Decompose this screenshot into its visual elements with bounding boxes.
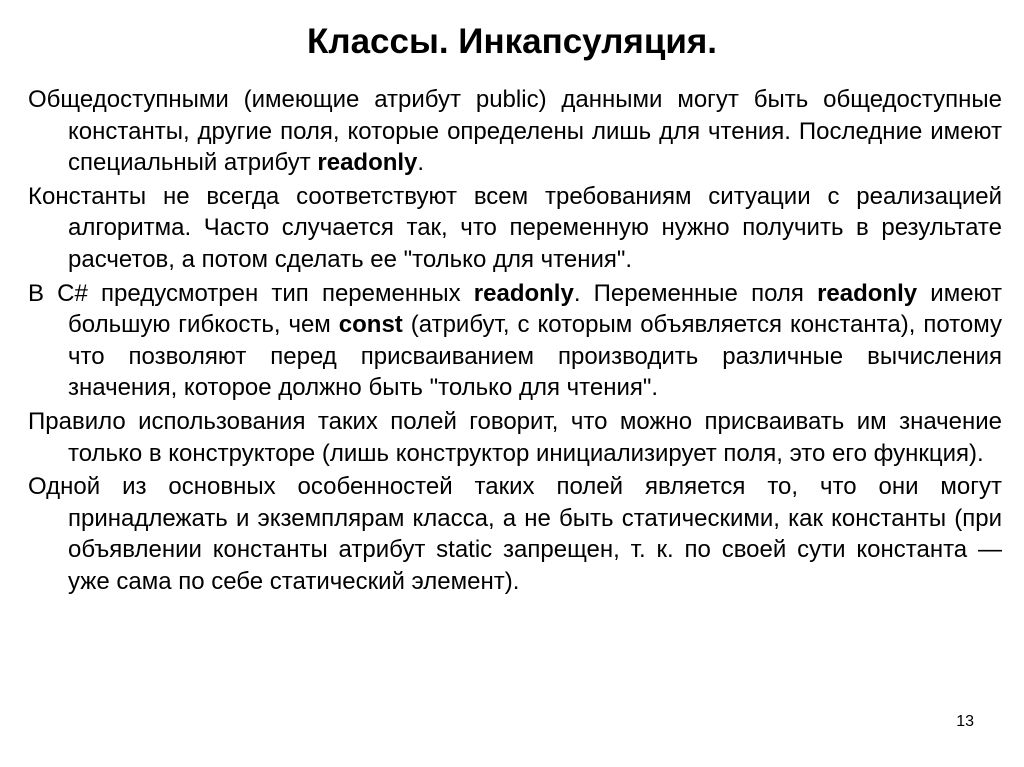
paragraph-text: Общедоступными (имеющие атрибут public) данными могут быть общедоступные константы, другие поля, которые определены лишь для чтения. Последние имеют специальный атрибут — [28, 86, 1002, 177]
keyword-readonly: readonly — [473, 279, 574, 307]
paragraph-text: Правило использования таких полей говорит, что можно присваивать им значение только в конструкторе (лишь конструктор инициализирует поля, это его функция). — [28, 407, 1002, 467]
keyword-readonly: readonly — [817, 279, 918, 307]
keyword-readonly: readonly — [317, 149, 418, 177]
slide-body — [28, 84, 1002, 600]
paragraph-text: имеют большую гибкость, чем — [68, 279, 1003, 339]
paragraph-text: . — [417, 149, 425, 177]
paragraph-constants — [28, 181, 1002, 276]
paragraph-text: (атрибут, с которым объявляется константа), потому что позволяют перед присваиванием производить различные вычисления значения, которое должно быть "только для чтения". — [68, 311, 1002, 402]
slide-title: Классы. Инкапсуляция. — [306, 22, 718, 61]
paragraph-text: Одной из основных особенностей таких полей является то, что они могут принадлежать и экземплярам класса, а не быть статическими, как константы (при объявлении константы атрибут static запрещен, т. к. по своей сути константа — уже сама по себе статический элемент). — [28, 473, 1002, 595]
paragraph-text: В C# предусмотрен тип переменных — [28, 279, 474, 307]
paragraph-readonly-type — [28, 278, 1002, 404]
paragraph-text: Константы не всегда соответствуют всем требованиям ситуации с реализацией алгоритма. Часто случается так, что переменную нужно получить в результате расчетов, а потом сделать ее "только для чтения". — [28, 182, 1002, 273]
paragraph-usage-rule — [28, 406, 1002, 469]
paragraph-public-data — [28, 84, 1002, 179]
keyword-const: const — [338, 311, 403, 339]
paragraph-instance-fields — [28, 471, 1002, 597]
page-number: 13 — [956, 713, 974, 730]
paragraph-text: . Переменные поля — [573, 279, 818, 307]
